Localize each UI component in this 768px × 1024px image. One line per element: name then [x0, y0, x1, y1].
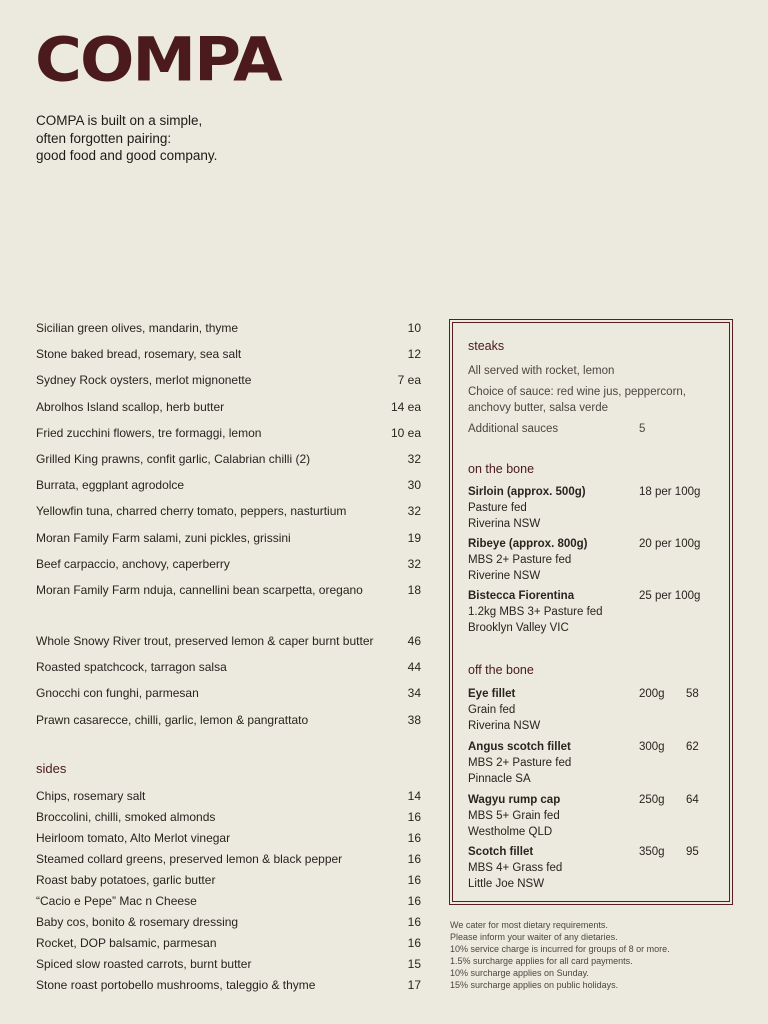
- menu-item: [36, 978, 421, 999]
- item-name: Beef carpaccio, anchovy, caperberry: [36, 556, 230, 571]
- menu-item: [36, 531, 421, 557]
- item-name: Prawn casarecce, chilli, garlic, lemon & pangrattato: [36, 712, 309, 727]
- steak-name: Ribeye (approx. 800g): [468, 538, 588, 550]
- item-name: Yellowfin tuna, charred cherry tomato, peppers, nasturtium: [36, 504, 347, 519]
- item-name: Spiced slow roasted carrots, burnt butter: [36, 957, 252, 971]
- steak-item: [468, 484, 723, 532]
- item-name: Roast baby potatoes, garlic butter: [36, 873, 216, 887]
- steak-weight: 350g: [639, 846, 665, 858]
- steak-weight: 200g: [639, 688, 665, 700]
- item-price: 16: [407, 894, 421, 908]
- steak-item: [468, 739, 723, 787]
- steak-weight: 300g: [639, 741, 665, 753]
- menu-item: [36, 831, 421, 852]
- item-price: 32: [407, 556, 421, 571]
- sides-list: [36, 789, 421, 999]
- item-name: Sydney Rock oysters, merlot mignonette: [36, 373, 252, 388]
- item-name: Heirloom tomato, Alto Merlot vinegar: [36, 831, 231, 845]
- item-price: 30: [407, 478, 421, 493]
- additional-sauces-label: Additional sauces: [468, 423, 559, 435]
- steak-name: Scotch fillet: [468, 846, 534, 858]
- item-price: 46: [407, 634, 421, 648]
- steak-detail: Grain fed: [468, 704, 516, 716]
- menu-item: [36, 713, 421, 739]
- footnote: Please inform your waiter of any dietaries.: [450, 932, 618, 942]
- starters-list: [36, 321, 421, 609]
- menu-item: [36, 957, 421, 978]
- item-price: 16: [407, 852, 421, 866]
- item-price: 14: [407, 789, 421, 803]
- steak-price: 95: [686, 846, 699, 858]
- steak-weight: 250g: [639, 794, 665, 806]
- intro-line: good food and good company.: [36, 148, 218, 163]
- steak-price: 64: [686, 794, 699, 806]
- steak-origin: Riverina NSW: [468, 518, 541, 530]
- item-price: 19: [407, 530, 421, 545]
- steak-item: [468, 588, 723, 636]
- steak-price: 62: [686, 741, 699, 753]
- menu-item: [36, 452, 421, 478]
- steak-origin: Westholme QLD: [468, 826, 553, 838]
- item-price: 38: [407, 712, 421, 727]
- steak-item: [468, 792, 723, 840]
- steak-name: Bistecca Fiorentina: [468, 590, 575, 602]
- item-name: Steamed collard greens, preserved lemon & black pepper: [36, 852, 343, 866]
- menu-item: [36, 873, 421, 894]
- sauce-note: Choice of sauce: red wine jus, peppercorn, anchovy butter, salsa verde: [468, 386, 686, 414]
- menu-item: [36, 789, 421, 810]
- item-price: 18: [407, 582, 421, 597]
- item-price: 16: [407, 831, 421, 845]
- item-price: 16: [407, 873, 421, 887]
- footnote: 10% service charge is incurred for groups of 8 or more.: [450, 944, 670, 954]
- item-price: 16: [407, 810, 421, 824]
- steak-item: [468, 536, 723, 584]
- steak-item: [468, 686, 723, 734]
- item-name: Burrata, eggplant agrodolce: [36, 478, 185, 493]
- steak-detail: MBS 4+ Grass fed: [468, 862, 563, 874]
- item-price: 12: [407, 347, 421, 362]
- steak-name: Sirloin (approx. 500g): [468, 486, 586, 498]
- item-name: Gnocchi con funghi, parmesan: [36, 686, 199, 701]
- menu-item: [36, 894, 421, 915]
- on-bone-title: on the bone: [468, 462, 535, 476]
- menu-item: [36, 347, 421, 373]
- item-price: 44: [407, 660, 421, 675]
- footnotes: [450, 919, 670, 991]
- item-price: 10 ea: [390, 425, 421, 440]
- item-name: Whole Snowy River trout, preserved lemon & caper burnt butter: [36, 634, 374, 648]
- menu-item: [36, 400, 421, 426]
- item-name: Broccolini, chilli, smoked almonds: [36, 810, 216, 824]
- item-name: Abrolhos Island scallop, herb butter: [36, 399, 225, 414]
- item-price: 32: [407, 504, 421, 519]
- steak-name: Eye fillet: [468, 688, 516, 700]
- steak-price: 20 per 100g: [639, 538, 701, 550]
- item-price: 16: [407, 915, 421, 929]
- menu-item: [36, 915, 421, 936]
- item-name: Moran Family Farm salami, zuni pickles, grissini: [36, 530, 291, 545]
- additional-sauces: [468, 421, 723, 437]
- menu-item: [36, 936, 421, 957]
- steaks-note: All served with rocket, lemon: [468, 365, 615, 377]
- footnote: 15% surcharge applies on public holidays.: [450, 980, 619, 990]
- menu-item: [36, 478, 421, 504]
- menu-item: [36, 660, 421, 686]
- steak-item: [468, 844, 723, 892]
- steak-origin: Riverina NSW: [468, 720, 541, 732]
- steak-name: Wagyu rump cap: [468, 794, 561, 806]
- item-price: 15: [407, 957, 421, 971]
- item-name: Sicilian green olives, mandarin, thyme: [36, 321, 239, 335]
- item-name: Roasted spatchcock, tarragon salsa: [36, 660, 227, 675]
- steak-price: 18 per 100g: [639, 486, 701, 498]
- intro-text: [36, 112, 217, 165]
- item-price: 32: [407, 451, 421, 466]
- item-name: Stone baked bread, rosemary, sea salt: [36, 347, 242, 362]
- steak-origin: Brooklyn Valley VIC: [468, 622, 569, 634]
- steaks-panel: [449, 319, 733, 905]
- steak-price: 25 per 100g: [639, 590, 701, 602]
- logo: COMPA: [35, 25, 281, 96]
- steak-origin: Pinnacle SA: [468, 773, 531, 785]
- steak-name: Angus scotch fillet: [468, 741, 571, 753]
- item-price: 34: [407, 686, 421, 701]
- menu-item: [36, 373, 421, 399]
- menu-item: [36, 426, 421, 452]
- steak-detail: Pasture fed: [468, 502, 527, 514]
- steak-detail: MBS 5+ Grain fed: [468, 810, 560, 822]
- item-name: Grilled King prawns, confit garlic, Calabrian chilli (2): [36, 451, 311, 466]
- item-name: Moran Family Farm nduja, cannellini bean scarpetta, oregano: [36, 582, 363, 597]
- menu-item: [36, 810, 421, 831]
- item-price: 14 ea: [390, 399, 421, 414]
- footnote: We cater for most dietary requirements.: [450, 920, 608, 930]
- steak-detail: 1.2kg MBS 3+ Pasture fed: [468, 606, 603, 618]
- steak-price: 58: [686, 688, 699, 700]
- item-price: 16: [407, 936, 421, 950]
- additional-sauces-price: 5: [639, 423, 646, 435]
- item-price: 10: [407, 321, 421, 335]
- intro-line: COMPA is built on a simple,: [36, 113, 203, 128]
- item-name: Chips, rosemary salt: [36, 789, 146, 803]
- sides-title: sides: [36, 761, 67, 776]
- steak-origin: Riverine NSW: [468, 570, 541, 582]
- item-name: Baby cos, bonito & rosemary dressing: [36, 915, 239, 929]
- steaks-title: steaks: [468, 339, 505, 353]
- menu-item: [36, 634, 421, 660]
- footnote: 10% surcharge applies on Sunday.: [450, 968, 589, 978]
- menu-item: [36, 504, 421, 530]
- item-name: Stone roast portobello mushrooms, taleggio & thyme: [36, 978, 316, 992]
- menu-item: [36, 852, 421, 873]
- steak-detail: MBS 2+ Pasture fed: [468, 757, 572, 769]
- menu-item: [36, 321, 421, 347]
- item-name: “Cacio e Pepe” Mac n Cheese: [36, 894, 197, 908]
- off-bone-title: off the bone: [468, 663, 534, 677]
- steak-origin: Little Joe NSW: [468, 878, 545, 890]
- item-name: Fried zucchini flowers, tre formaggi, lemon: [36, 425, 262, 440]
- menu-item: [36, 686, 421, 712]
- mains-list: [36, 634, 421, 739]
- steaks-panel-inner: [452, 322, 730, 902]
- menu-item: [36, 583, 421, 609]
- menu-item: [36, 557, 421, 583]
- item-price: 7 ea: [397, 373, 421, 388]
- item-price: 17: [407, 978, 421, 992]
- steak-detail: MBS 2+ Pasture fed: [468, 554, 572, 566]
- intro-line: often forgotten pairing:: [36, 130, 172, 146]
- footnote: 1.5% surcharge applies for all card payments.: [450, 956, 633, 966]
- item-name: Rocket, DOP balsamic, parmesan: [36, 936, 217, 950]
